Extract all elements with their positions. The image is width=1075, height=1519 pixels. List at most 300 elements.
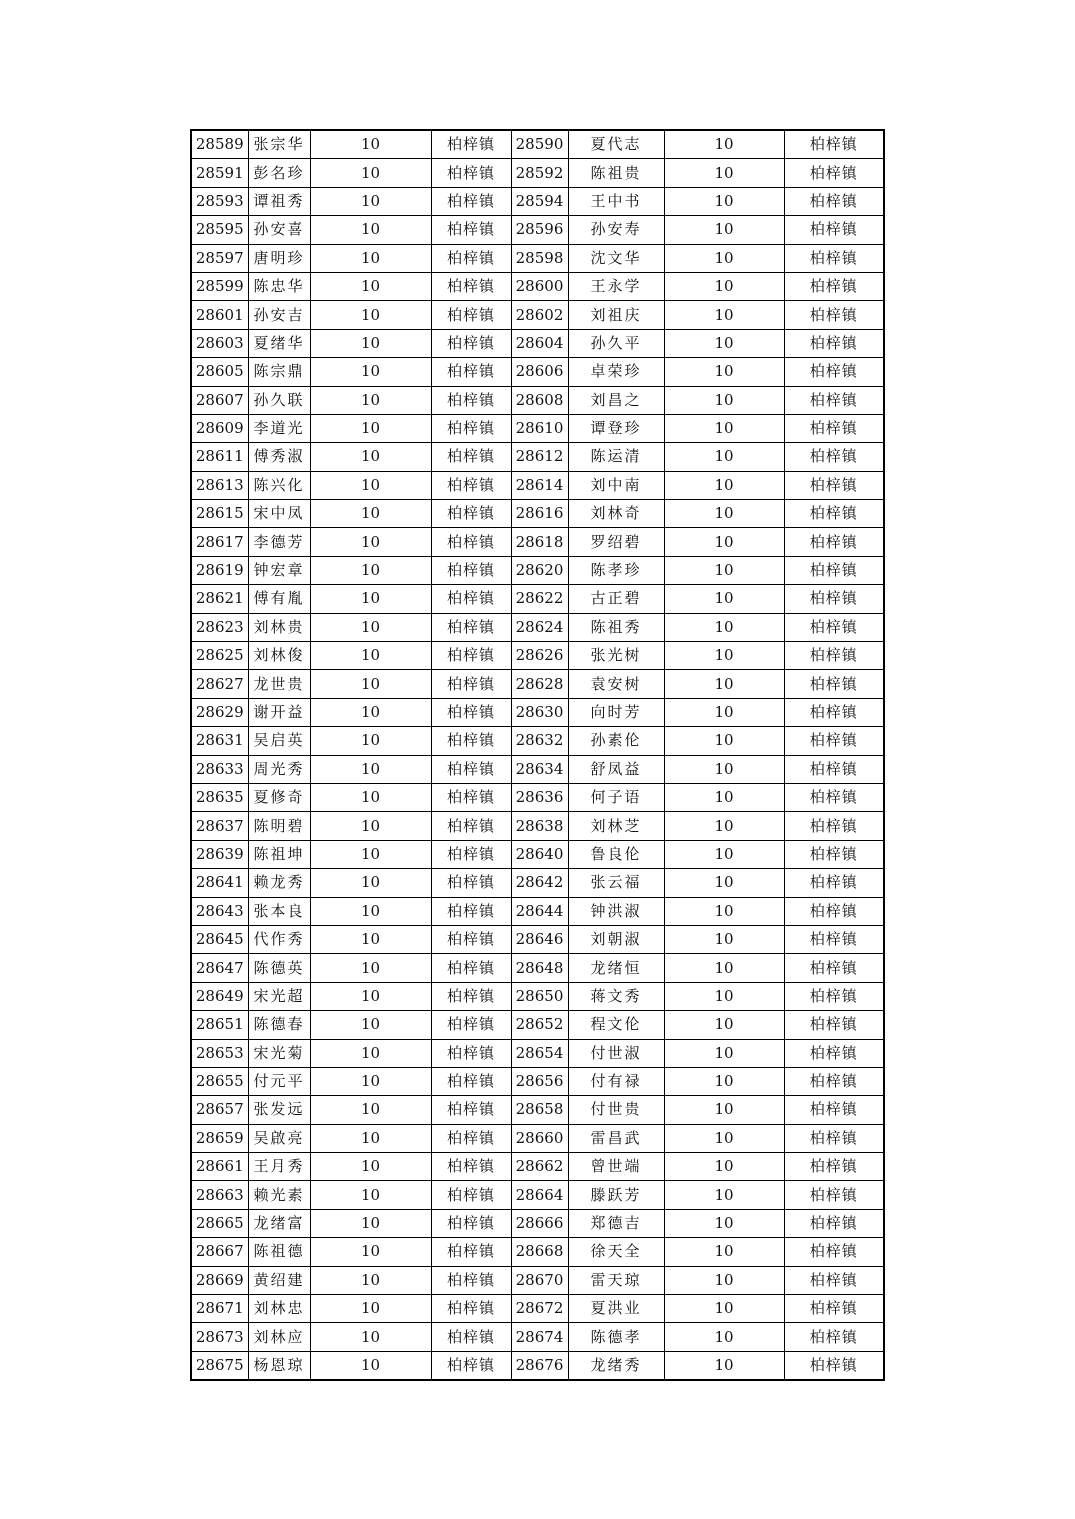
left-town-cell: 柏梓镇 (431, 414, 511, 442)
right-amount-cell: 10 (664, 1351, 784, 1380)
right-id-cell: 28648 (511, 954, 568, 982)
left-amount-cell: 10 (310, 130, 431, 159)
right-name-cell: 张云福 (568, 869, 664, 897)
left-name-cell: 刘林贵 (248, 613, 310, 641)
left-amount-cell: 10 (310, 471, 431, 499)
table-row (191, 386, 884, 414)
table-row (191, 982, 884, 1010)
left-id-cell: 28619 (191, 556, 248, 584)
left-name-cell: 傅秀淑 (248, 443, 310, 471)
left-id-cell: 28611 (191, 443, 248, 471)
left-name-cell: 钟宏章 (248, 556, 310, 584)
right-town-cell: 柏梓镇 (784, 642, 884, 670)
left-town-cell: 柏梓镇 (431, 187, 511, 215)
right-name-cell: 王中书 (568, 187, 664, 215)
left-town-cell: 柏梓镇 (431, 471, 511, 499)
left-town-cell: 柏梓镇 (431, 1295, 511, 1323)
left-id-cell: 28595 (191, 216, 248, 244)
right-town-cell: 柏梓镇 (784, 869, 884, 897)
left-town-cell: 柏梓镇 (431, 556, 511, 584)
left-town-cell: 柏梓镇 (431, 130, 511, 159)
right-id-cell: 28598 (511, 244, 568, 272)
right-name-cell: 雷昌武 (568, 1124, 664, 1152)
right-town-cell: 柏梓镇 (784, 670, 884, 698)
left-amount-cell: 10 (310, 1209, 431, 1237)
right-amount-cell: 10 (664, 925, 784, 953)
table-row (191, 840, 884, 868)
left-amount-cell: 10 (310, 329, 431, 357)
table-row (191, 358, 884, 386)
left-id-cell: 28599 (191, 272, 248, 300)
right-amount-cell: 10 (664, 272, 784, 300)
table-row (191, 1238, 884, 1266)
left-id-cell: 28657 (191, 1096, 248, 1124)
left-id-cell: 28637 (191, 812, 248, 840)
right-id-cell: 28606 (511, 358, 568, 386)
right-town-cell: 柏梓镇 (784, 1351, 884, 1380)
right-amount-cell: 10 (664, 528, 784, 556)
left-name-cell: 孙安吉 (248, 301, 310, 329)
right-name-cell: 曾世端 (568, 1153, 664, 1181)
left-town-cell: 柏梓镇 (431, 755, 511, 783)
right-name-cell: 付世贵 (568, 1096, 664, 1124)
right-town-cell: 柏梓镇 (784, 812, 884, 840)
right-amount-cell: 10 (664, 301, 784, 329)
table-row (191, 1351, 884, 1380)
left-name-cell: 宋光菊 (248, 1039, 310, 1067)
right-name-cell: 程文伦 (568, 1011, 664, 1039)
left-name-cell: 唐明珍 (248, 244, 310, 272)
right-amount-cell: 10 (664, 897, 784, 925)
right-town-cell: 柏梓镇 (784, 1153, 884, 1181)
left-amount-cell: 10 (310, 1295, 431, 1323)
left-id-cell: 28597 (191, 244, 248, 272)
left-id-cell: 28653 (191, 1039, 248, 1067)
right-id-cell: 28646 (511, 925, 568, 953)
left-name-cell: 陈德英 (248, 954, 310, 982)
right-amount-cell: 10 (664, 130, 784, 159)
right-id-cell: 28636 (511, 783, 568, 811)
left-name-cell: 刘林忠 (248, 1295, 310, 1323)
right-name-cell: 古正碧 (568, 585, 664, 613)
table-row (191, 755, 884, 783)
right-name-cell: 孙安寿 (568, 216, 664, 244)
left-amount-cell: 10 (310, 301, 431, 329)
right-id-cell: 28624 (511, 613, 568, 641)
left-name-cell: 彭名珍 (248, 159, 310, 187)
left-id-cell: 28591 (191, 159, 248, 187)
left-amount-cell: 10 (310, 500, 431, 528)
right-town-cell: 柏梓镇 (784, 216, 884, 244)
left-town-cell: 柏梓镇 (431, 301, 511, 329)
right-id-cell: 28634 (511, 755, 568, 783)
right-id-cell: 28614 (511, 471, 568, 499)
left-id-cell: 28641 (191, 869, 248, 897)
right-town-cell: 柏梓镇 (784, 159, 884, 187)
right-name-cell: 夏代志 (568, 130, 664, 159)
left-name-cell: 陈宗鼎 (248, 358, 310, 386)
right-town-cell: 柏梓镇 (784, 187, 884, 215)
left-name-cell: 孙安喜 (248, 216, 310, 244)
right-name-cell: 付有禄 (568, 1067, 664, 1095)
left-amount-cell: 10 (310, 386, 431, 414)
right-amount-cell: 10 (664, 187, 784, 215)
right-id-cell: 28660 (511, 1124, 568, 1152)
left-amount-cell: 10 (310, 216, 431, 244)
left-town-cell: 柏梓镇 (431, 869, 511, 897)
right-town-cell: 柏梓镇 (784, 1323, 884, 1351)
left-amount-cell: 10 (310, 414, 431, 442)
right-name-cell: 夏洪业 (568, 1295, 664, 1323)
left-town-cell: 柏梓镇 (431, 386, 511, 414)
left-town-cell: 柏梓镇 (431, 925, 511, 953)
left-town-cell: 柏梓镇 (431, 329, 511, 357)
right-id-cell: 28676 (511, 1351, 568, 1380)
left-town-cell: 柏梓镇 (431, 1096, 511, 1124)
left-id-cell: 28669 (191, 1266, 248, 1294)
left-town-cell: 柏梓镇 (431, 1124, 511, 1152)
right-id-cell: 28668 (511, 1238, 568, 1266)
left-amount-cell: 10 (310, 925, 431, 953)
left-name-cell: 宋光超 (248, 982, 310, 1010)
left-amount-cell: 10 (310, 244, 431, 272)
left-town-cell: 柏梓镇 (431, 812, 511, 840)
left-town-cell: 柏梓镇 (431, 1209, 511, 1237)
right-town-cell: 柏梓镇 (784, 1039, 884, 1067)
right-id-cell: 28594 (511, 187, 568, 215)
left-town-cell: 柏梓镇 (431, 897, 511, 925)
right-id-cell: 28652 (511, 1011, 568, 1039)
table-row (191, 1039, 884, 1067)
right-name-cell: 陈祖贵 (568, 159, 664, 187)
right-name-cell: 向时芳 (568, 698, 664, 726)
table-row (191, 130, 884, 159)
left-name-cell: 李道光 (248, 414, 310, 442)
table-row (191, 471, 884, 499)
right-town-cell: 柏梓镇 (784, 528, 884, 556)
left-amount-cell: 10 (310, 1067, 431, 1095)
right-id-cell: 28658 (511, 1096, 568, 1124)
left-id-cell: 28655 (191, 1067, 248, 1095)
right-town-cell: 柏梓镇 (784, 244, 884, 272)
left-town-cell: 柏梓镇 (431, 358, 511, 386)
left-name-cell: 宋中凤 (248, 500, 310, 528)
left-town-cell: 柏梓镇 (431, 216, 511, 244)
left-amount-cell: 10 (310, 443, 431, 471)
right-amount-cell: 10 (664, 698, 784, 726)
right-name-cell: 龙绪秀 (568, 1351, 664, 1380)
left-town-cell: 柏梓镇 (431, 670, 511, 698)
left-id-cell: 28643 (191, 897, 248, 925)
left-amount-cell: 10 (310, 1266, 431, 1294)
left-name-cell: 代作秀 (248, 925, 310, 953)
right-amount-cell: 10 (664, 670, 784, 698)
right-town-cell: 柏梓镇 (784, 840, 884, 868)
left-town-cell: 柏梓镇 (431, 1323, 511, 1351)
right-name-cell: 孙素伦 (568, 727, 664, 755)
right-id-cell: 28650 (511, 982, 568, 1010)
right-name-cell: 刘林芝 (568, 812, 664, 840)
left-name-cell: 周光秀 (248, 755, 310, 783)
left-name-cell: 张本良 (248, 897, 310, 925)
roster-body (191, 130, 884, 1380)
left-amount-cell: 10 (310, 556, 431, 584)
left-id-cell: 28647 (191, 954, 248, 982)
right-amount-cell: 10 (664, 755, 784, 783)
right-name-cell: 徐天全 (568, 1238, 664, 1266)
left-name-cell: 龙绪富 (248, 1209, 310, 1237)
left-town-cell: 柏梓镇 (431, 727, 511, 755)
table-row (191, 698, 884, 726)
left-id-cell: 28651 (191, 1011, 248, 1039)
right-amount-cell: 10 (664, 585, 784, 613)
right-amount-cell: 10 (664, 1266, 784, 1294)
left-amount-cell: 10 (310, 585, 431, 613)
right-amount-cell: 10 (664, 1039, 784, 1067)
table-row (191, 216, 884, 244)
right-id-cell: 28612 (511, 443, 568, 471)
right-id-cell: 28592 (511, 159, 568, 187)
table-row (191, 244, 884, 272)
right-amount-cell: 10 (664, 812, 784, 840)
left-amount-cell: 10 (310, 1039, 431, 1067)
left-amount-cell: 10 (310, 613, 431, 641)
left-amount-cell: 10 (310, 670, 431, 698)
left-id-cell: 28615 (191, 500, 248, 528)
right-name-cell: 钟洪淑 (568, 897, 664, 925)
left-amount-cell: 10 (310, 783, 431, 811)
left-town-cell: 柏梓镇 (431, 443, 511, 471)
left-town-cell: 柏梓镇 (431, 982, 511, 1010)
left-name-cell: 陈忠华 (248, 272, 310, 300)
left-town-cell: 柏梓镇 (431, 954, 511, 982)
right-amount-cell: 10 (664, 727, 784, 755)
right-town-cell: 柏梓镇 (784, 386, 884, 414)
table-row (191, 954, 884, 982)
left-town-cell: 柏梓镇 (431, 159, 511, 187)
table-row (191, 1124, 884, 1152)
right-id-cell: 28610 (511, 414, 568, 442)
left-name-cell: 李德芳 (248, 528, 310, 556)
left-town-cell: 柏梓镇 (431, 1067, 511, 1095)
right-town-cell: 柏梓镇 (784, 1238, 884, 1266)
right-name-cell: 卓荣珍 (568, 358, 664, 386)
right-name-cell: 付世淑 (568, 1039, 664, 1067)
left-town-cell: 柏梓镇 (431, 613, 511, 641)
right-id-cell: 28640 (511, 840, 568, 868)
right-id-cell: 28602 (511, 301, 568, 329)
right-town-cell: 柏梓镇 (784, 1067, 884, 1095)
left-amount-cell: 10 (310, 159, 431, 187)
left-town-cell: 柏梓镇 (431, 244, 511, 272)
table-row (191, 187, 884, 215)
left-amount-cell: 10 (310, 358, 431, 386)
table-row (191, 897, 884, 925)
right-id-cell: 28654 (511, 1039, 568, 1067)
left-name-cell: 赖光素 (248, 1181, 310, 1209)
left-amount-cell: 10 (310, 1238, 431, 1266)
right-amount-cell: 10 (664, 783, 784, 811)
left-town-cell: 柏梓镇 (431, 585, 511, 613)
right-amount-cell: 10 (664, 414, 784, 442)
right-name-cell: 滕跃芳 (568, 1181, 664, 1209)
right-amount-cell: 10 (664, 869, 784, 897)
right-name-cell: 鲁良伦 (568, 840, 664, 868)
right-name-cell: 郑德吉 (568, 1209, 664, 1237)
right-amount-cell: 10 (664, 1238, 784, 1266)
right-town-cell: 柏梓镇 (784, 755, 884, 783)
right-id-cell: 28638 (511, 812, 568, 840)
left-name-cell: 夏绪华 (248, 329, 310, 357)
right-town-cell: 柏梓镇 (784, 1209, 884, 1237)
right-amount-cell: 10 (664, 1011, 784, 1039)
left-amount-cell: 10 (310, 698, 431, 726)
left-name-cell: 王月秀 (248, 1153, 310, 1181)
right-id-cell: 28618 (511, 528, 568, 556)
table-row (191, 1323, 884, 1351)
left-name-cell: 夏修奇 (248, 783, 310, 811)
left-id-cell: 28613 (191, 471, 248, 499)
right-name-cell: 王永学 (568, 272, 664, 300)
right-town-cell: 柏梓镇 (784, 613, 884, 641)
left-amount-cell: 10 (310, 727, 431, 755)
right-id-cell: 28656 (511, 1067, 568, 1095)
table-row (191, 1067, 884, 1095)
left-name-cell: 黄绍建 (248, 1266, 310, 1294)
left-id-cell: 28593 (191, 187, 248, 215)
right-amount-cell: 10 (664, 1153, 784, 1181)
right-name-cell: 刘祖庆 (568, 301, 664, 329)
left-amount-cell: 10 (310, 1124, 431, 1152)
left-amount-cell: 10 (310, 1096, 431, 1124)
left-id-cell: 28605 (191, 358, 248, 386)
left-town-cell: 柏梓镇 (431, 1039, 511, 1067)
right-id-cell: 28670 (511, 1266, 568, 1294)
left-town-cell: 柏梓镇 (431, 1238, 511, 1266)
right-town-cell: 柏梓镇 (784, 1266, 884, 1294)
left-town-cell: 柏梓镇 (431, 500, 511, 528)
right-town-cell: 柏梓镇 (784, 727, 884, 755)
left-name-cell: 赖龙秀 (248, 869, 310, 897)
right-id-cell: 28608 (511, 386, 568, 414)
left-town-cell: 柏梓镇 (431, 783, 511, 811)
right-name-cell: 刘朝淑 (568, 925, 664, 953)
right-town-cell: 柏梓镇 (784, 1181, 884, 1209)
right-amount-cell: 10 (664, 443, 784, 471)
right-id-cell: 28664 (511, 1181, 568, 1209)
right-amount-cell: 10 (664, 244, 784, 272)
right-name-cell: 蒋文秀 (568, 982, 664, 1010)
left-id-cell: 28665 (191, 1209, 248, 1237)
right-name-cell: 孙久平 (568, 329, 664, 357)
left-id-cell: 28621 (191, 585, 248, 613)
right-id-cell: 28596 (511, 216, 568, 244)
left-amount-cell: 10 (310, 812, 431, 840)
left-town-cell: 柏梓镇 (431, 642, 511, 670)
right-id-cell: 28600 (511, 272, 568, 300)
left-id-cell: 28659 (191, 1124, 248, 1152)
left-id-cell: 28617 (191, 528, 248, 556)
table-row (191, 272, 884, 300)
right-town-cell: 柏梓镇 (784, 358, 884, 386)
right-town-cell: 柏梓镇 (784, 301, 884, 329)
left-id-cell: 28607 (191, 386, 248, 414)
left-id-cell: 28627 (191, 670, 248, 698)
table-row (191, 925, 884, 953)
table-row (191, 1096, 884, 1124)
right-town-cell: 柏梓镇 (784, 500, 884, 528)
right-name-cell: 舒凤益 (568, 755, 664, 783)
right-name-cell: 袁安树 (568, 670, 664, 698)
right-amount-cell: 10 (664, 471, 784, 499)
left-name-cell: 刘林应 (248, 1323, 310, 1351)
right-amount-cell: 10 (664, 159, 784, 187)
left-amount-cell: 10 (310, 1351, 431, 1380)
right-amount-cell: 10 (664, 216, 784, 244)
left-amount-cell: 10 (310, 642, 431, 670)
table-row (191, 528, 884, 556)
right-amount-cell: 10 (664, 329, 784, 357)
left-id-cell: 28639 (191, 840, 248, 868)
right-town-cell: 柏梓镇 (784, 1124, 884, 1152)
right-amount-cell: 10 (664, 1323, 784, 1351)
table-row (191, 301, 884, 329)
roster-table (190, 129, 885, 1381)
right-id-cell: 28620 (511, 556, 568, 584)
right-amount-cell: 10 (664, 1124, 784, 1152)
right-id-cell: 28632 (511, 727, 568, 755)
left-id-cell: 28649 (191, 982, 248, 1010)
right-town-cell: 柏梓镇 (784, 329, 884, 357)
left-name-cell: 陈明碧 (248, 812, 310, 840)
left-id-cell: 28631 (191, 727, 248, 755)
right-amount-cell: 10 (664, 642, 784, 670)
left-id-cell: 28623 (191, 613, 248, 641)
left-id-cell: 28603 (191, 329, 248, 357)
left-amount-cell: 10 (310, 1323, 431, 1351)
right-id-cell: 28666 (511, 1209, 568, 1237)
left-id-cell: 28625 (191, 642, 248, 670)
right-id-cell: 28628 (511, 670, 568, 698)
right-town-cell: 柏梓镇 (784, 130, 884, 159)
left-name-cell: 孙久联 (248, 386, 310, 414)
left-town-cell: 柏梓镇 (431, 1153, 511, 1181)
left-name-cell: 张宗华 (248, 130, 310, 159)
right-name-cell: 陈祖秀 (568, 613, 664, 641)
left-name-cell: 刘林俊 (248, 642, 310, 670)
right-id-cell: 28662 (511, 1153, 568, 1181)
left-town-cell: 柏梓镇 (431, 840, 511, 868)
table-row (191, 1209, 884, 1237)
left-amount-cell: 10 (310, 954, 431, 982)
right-id-cell: 28674 (511, 1323, 568, 1351)
right-amount-cell: 10 (664, 1067, 784, 1095)
left-name-cell: 陈德春 (248, 1011, 310, 1039)
right-amount-cell: 10 (664, 358, 784, 386)
right-id-cell: 28616 (511, 500, 568, 528)
left-town-cell: 柏梓镇 (431, 698, 511, 726)
left-name-cell: 吴啟亮 (248, 1124, 310, 1152)
right-amount-cell: 10 (664, 1295, 784, 1323)
right-town-cell: 柏梓镇 (784, 414, 884, 442)
right-amount-cell: 10 (664, 840, 784, 868)
right-amount-cell: 10 (664, 1181, 784, 1209)
right-town-cell: 柏梓镇 (784, 585, 884, 613)
table-row (191, 812, 884, 840)
left-town-cell: 柏梓镇 (431, 1011, 511, 1039)
right-name-cell: 张光树 (568, 642, 664, 670)
left-id-cell: 28645 (191, 925, 248, 953)
